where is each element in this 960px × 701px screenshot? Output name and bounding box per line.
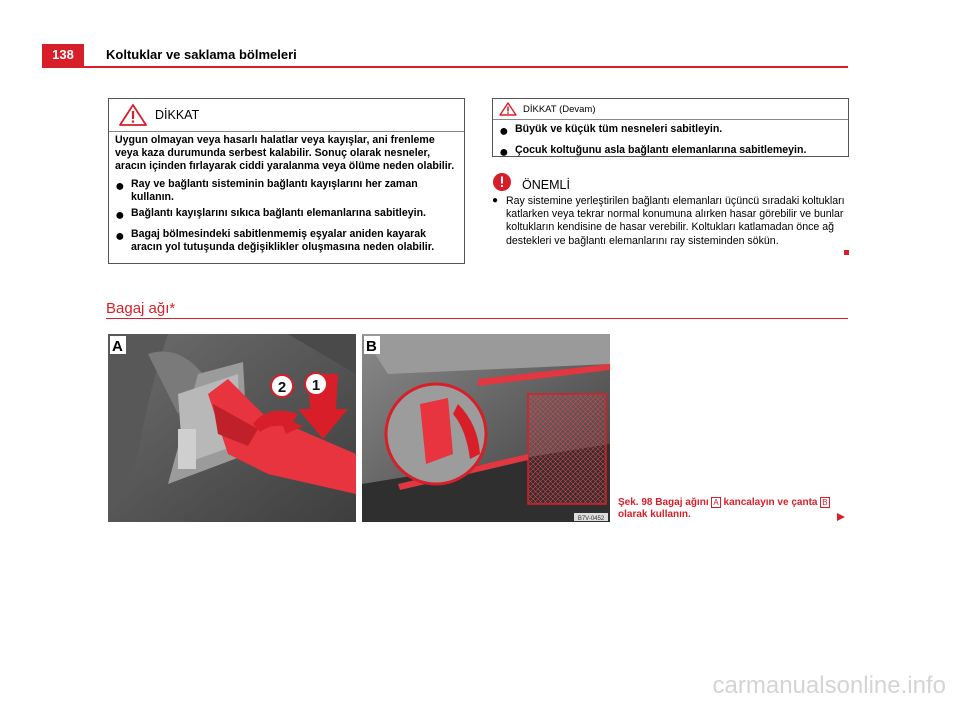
panel-b-label: B bbox=[366, 338, 377, 355]
warning-bullet: ● Bagaj bölmesindeki sabitlenmemiş eşyalar aniden kayarak aracın yol tutuşunda değişiklikler oluşmasına neden olabilir. bbox=[115, 228, 435, 254]
panel-b bbox=[362, 334, 610, 522]
warning-bullet: ● Ray ve bağlantı sisteminin bağlantı kayışlarını her zaman kullanın. bbox=[115, 177, 418, 203]
warning-triangle-icon bbox=[499, 102, 517, 116]
callout-1: 1 bbox=[311, 377, 321, 394]
running-header: Koltuklar ve saklama bölmeleri bbox=[106, 47, 297, 62]
warning-triangle-icon bbox=[119, 104, 147, 126]
header-rule bbox=[42, 66, 848, 68]
callout-2: 2 bbox=[277, 379, 287, 396]
figure-code: B7V-0452 bbox=[577, 516, 605, 522]
continue-arrow-icon bbox=[836, 512, 846, 522]
warning-title: DİKKAT bbox=[155, 108, 200, 122]
important-title: ÖNEMLİ bbox=[522, 178, 570, 192]
panel-a-label: A bbox=[112, 338, 123, 355]
page-number: 138 bbox=[42, 44, 84, 66]
watermark: carmanualsonline.info bbox=[712, 672, 946, 699]
warning-intro: Uygun olmayan veya hasarlı halatlar veya kayışlar, ani frenleme veya kaza durumunda serbest kalabilir. Sonuç olarak nesneler, aracın içinden fırlayarak ciddi yaralanma veya ölüme neden olabilir. bbox=[115, 134, 455, 173]
caption-ref-b: B bbox=[822, 498, 828, 507]
important-text: Ray sistemine yerleştirilen bağlantı elemanları üçüncü sıradaki koltukları katlarken veya tekrar normal konumuna alırken hasar görebilir ve bunlar koltukların kendisine de hasar verebilir. Koltukları katlamadan önce ağ destekleri ve bağlantı elemanlarını ray sisteminden sökün. bbox=[506, 195, 845, 247]
caption-ref-a: A bbox=[713, 498, 719, 507]
warning-continued-box bbox=[492, 98, 849, 161]
caution-circle-icon bbox=[492, 172, 512, 192]
section-end-marker bbox=[844, 250, 849, 255]
panel-a bbox=[108, 334, 356, 522]
warning-bullet: ● Bağlantı kayışlarını sıkıca bağlantı elemanlarına sabitleyin. bbox=[115, 207, 426, 225]
warning-box bbox=[108, 98, 465, 264]
figure-caption: Şek. 98 Bagaj ağını A kancalayın ve çanta Bolarak kullanın. bbox=[618, 497, 828, 520]
section-rule bbox=[106, 318, 848, 319]
important-note: ÖNEMLİ ● Ray sistemine yerleştirilen bağlantı elemanları üçüncü sıradaki koltukları katlarken veya tekrar normal konumuna alırken hasar görebilir ve bunlar koltukların kendisine de hasar verebilir. Koltukları katlamadan önce ağ destekleri ve bağlantı elemanlarını ray sisteminden sökün. bbox=[492, 172, 848, 248]
warning-continued-title: DİKKAT (Devam) bbox=[523, 103, 596, 115]
section-title: Bagaj ağı* bbox=[106, 300, 176, 317]
figure-illustration bbox=[108, 334, 610, 522]
warning-bullet: ● Büyük ve küçük tüm nesneleri sabitleyin. bbox=[499, 123, 723, 140]
warning-continued-header bbox=[493, 99, 848, 120]
warning-header bbox=[109, 99, 464, 132]
warning-bullet: ● Çocuk koltuğunu asla bağlantı elemanlarına sabitlemeyin. bbox=[499, 144, 807, 161]
